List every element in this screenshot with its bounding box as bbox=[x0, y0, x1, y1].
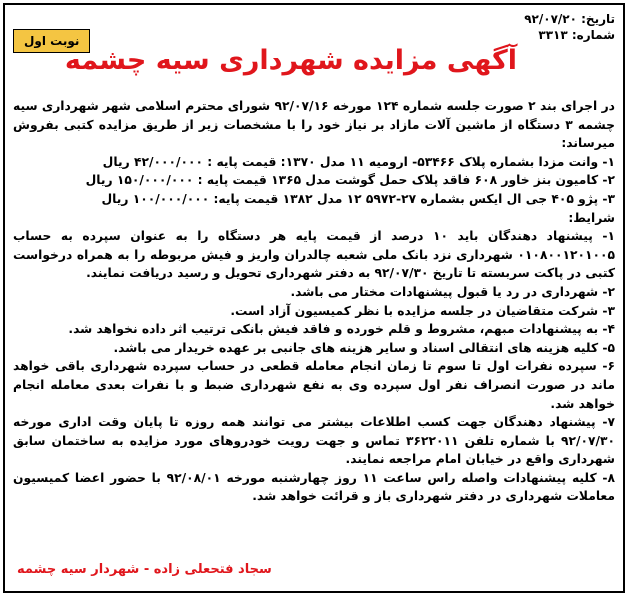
condition-item: ۵- کلیه هزینه های انتقالی اسناد و سایر هزینه های جانبی بر عهده خریدار می باشد. bbox=[113, 340, 615, 355]
notice-frame bbox=[3, 3, 625, 593]
condition-item: ۲- شهرداری در رد یا قبول پیشنهادات مختار می باشد. bbox=[290, 284, 615, 299]
notice-content bbox=[11, 11, 617, 585]
condition-item: ۴- به پیشنهادات مبهم، مشروط و قلم خورده و فاقد فیش بانکی ترتیب اثر داده نخواهد شد. bbox=[68, 322, 615, 337]
conditions-heading: شرایط: bbox=[568, 210, 615, 225]
notice-number: شماره: ۳۳۱۳ bbox=[538, 28, 615, 42]
notice-title: آگهی مزایده شهرداری سیه چشمه bbox=[64, 45, 517, 76]
signature: سجاد فتحعلی زاده - شهردار سیه چشمه bbox=[17, 562, 272, 577]
notice-date: تاریخ: ۹۲/۰۷/۲۰ bbox=[524, 12, 615, 26]
vehicle-item: ۳- پژو ۴۰۵ جی ال ایکس بشماره ۲۷-۵۹۷۲ ۱۲ مدل ۱۳۸۲ قیمت پایه: ۱۰۰/۰۰۰/۰۰۰ ریال bbox=[101, 191, 615, 206]
vehicle-list bbox=[13, 153, 615, 209]
notice-body bbox=[13, 97, 615, 506]
conditions-list bbox=[13, 227, 615, 506]
vehicle-item: ۲- کامیون بنز خاور ۶۰۸ فاقد پلاک حمل گوشت مدل ۱۳۶۵ قیمت پایه : ۱۵۰/۰۰۰/۰۰۰ ریال bbox=[85, 173, 615, 188]
condition-item: ۸- کلیه پیشنهادات واصله راس ساعت ۱۱ روز چهارشنبه مورخه ۹۲/۰۸/۰۱ با حضور اعضا کمیسیون معاملات شهرداری در دفتر شهرداری باز و قرائت خواهد شد. bbox=[13, 470, 615, 504]
condition-item: ۳- شرکت متقاضیان در جلسه مزایده با نظر کمیسیون آزاد است. bbox=[230, 303, 615, 318]
notice-meta bbox=[524, 11, 615, 43]
vehicle-item: ۱- وانت مزدا بشماره پلاک ۵۳۴۶۶- ارومیه ۱۱ مدل ۱۳۷۰: قیمت پایه : ۴۲/۰۰۰/۰۰۰ ریال bbox=[102, 154, 615, 169]
condition-item: ۶- سپرده نفرات اول تا سوم تا زمان انجام معامله قطعی در حساب سپرده شهرداری باقی خواهد ماند در صورت انصراف نفر اول سپرده وی به نفع شهرداری ضبط و با نفرات بعدی معامله انجام خواهد شد. bbox=[13, 359, 615, 411]
round-badge: نوبت اول bbox=[13, 29, 90, 53]
intro-paragraph: در اجرای بند ۲ صورت جلسه شماره ۱۲۴ مورخه ۹۲/۰۷/۱۶ شورای محترم اسلامی شهر شهرداری سیه چشمه ۳ دستگاه از ماشین آلات مازاد بر نیاز خود را با مشخصات زیر از طریق مزایده کتبی بفروش میرساند: bbox=[13, 99, 616, 151]
condition-item: ۱- پیشنهاد دهندگان باید ۱۰ درصد از قیمت پایه هر دستگاه را به عنوان سپرده به حساب ۰۱۰۸۰۰۱۲۰۱۰۰۵ شهرداری نزد بانک ملی شعبه چالدران واریز و فیش مربوطه را به همراه درخواست کتبی در پاکت سربسته تا تاریخ ۹۲/۰۷/۳۰ به دفتر شهرداری تحویل و رسید دریافت نمایند. bbox=[13, 229, 615, 281]
condition-item: ۷- پیشنهاد دهندگان جهت کسب اطلاعات بیشتر می توانند همه روزه تا پایان وقت اداری مورخه ۹۲/۰۷/۳۰ با شماره تلفن ۳۶۲۲۰۱۱ تماس و جهت رویت خودروهای مورد مزایده به ساختمان سابق شهرداری واقع در خیابان امام مراجعه نمایند. bbox=[13, 415, 615, 467]
